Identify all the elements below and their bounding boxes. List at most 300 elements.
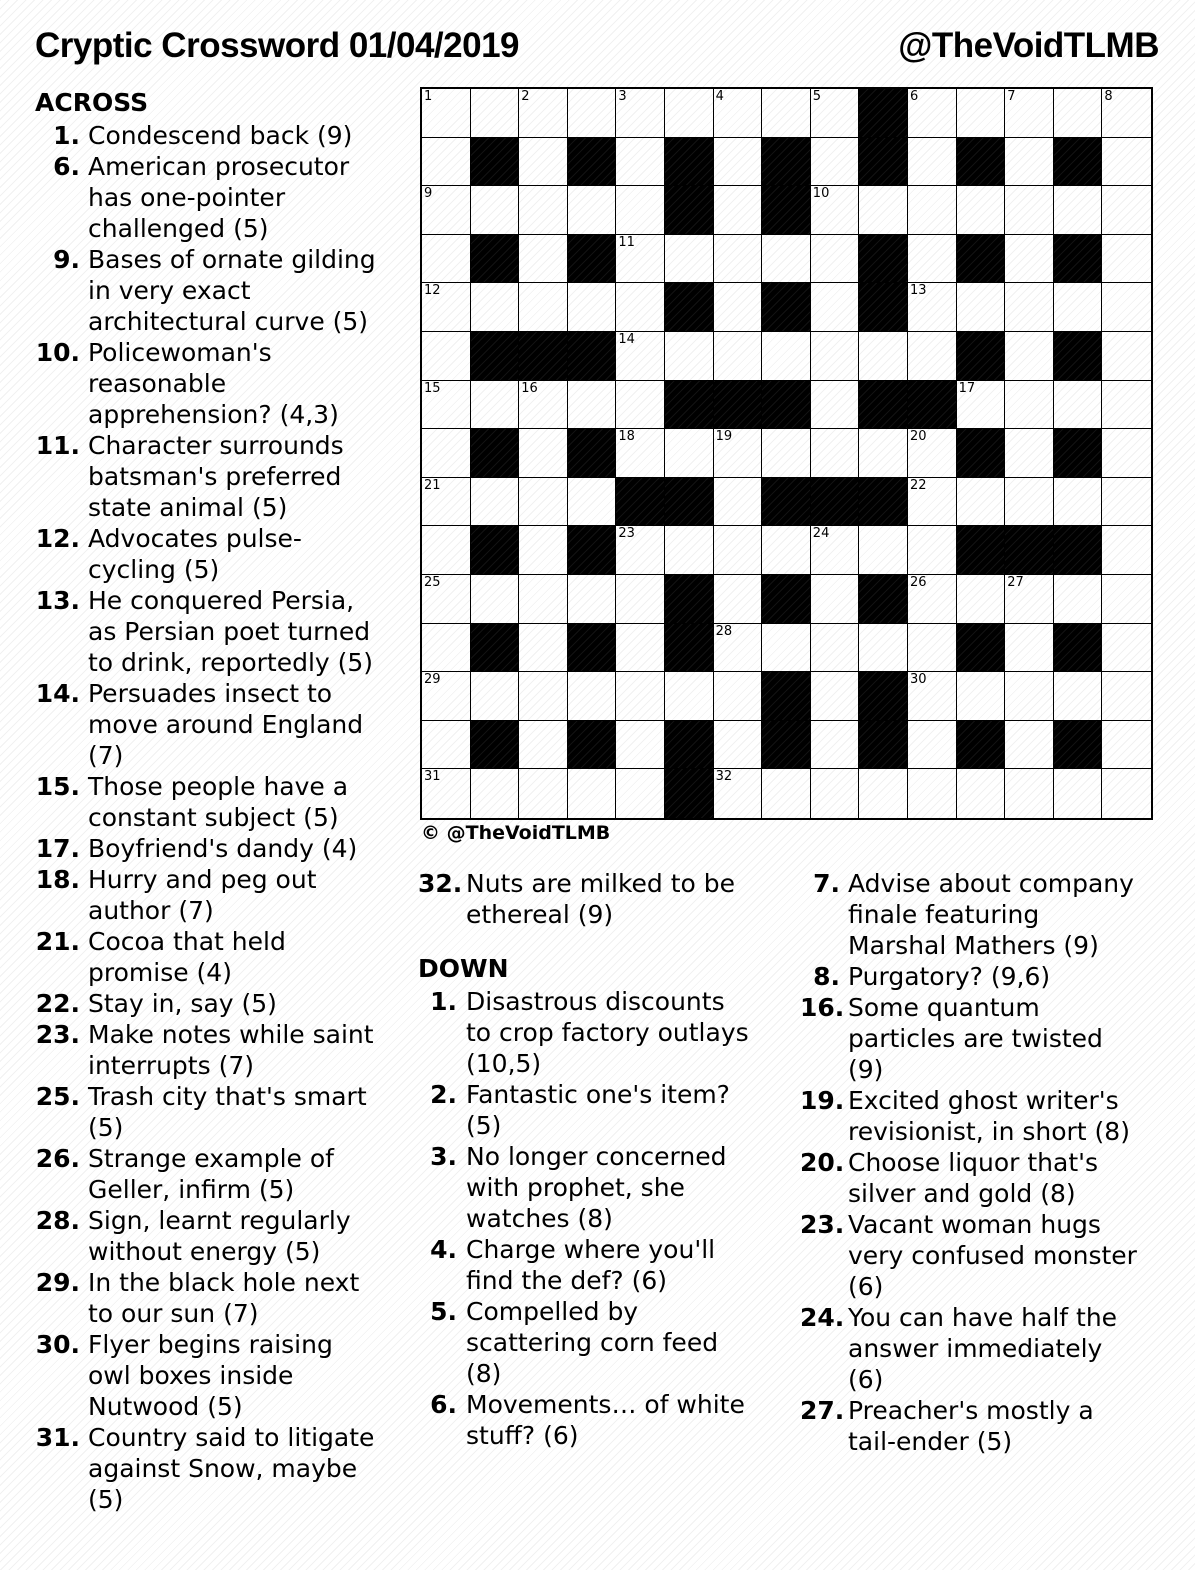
grid-cell[interactable] [859, 624, 908, 673]
grid-cell-black [1054, 138, 1103, 187]
clue-number: 12. [35, 524, 80, 553]
grid-cell-black [665, 575, 714, 624]
grid-cell[interactable] [957, 672, 1006, 721]
grid-cell[interactable] [859, 429, 908, 478]
grid-cell[interactable] [1005, 381, 1054, 430]
grid-cell[interactable] [616, 429, 665, 478]
grid-cell[interactable] [1102, 89, 1151, 138]
grid-cell[interactable] [1054, 769, 1103, 818]
grid-cell[interactable] [568, 381, 617, 430]
grid-cell[interactable] [714, 89, 763, 138]
clue-text: Boyfriend's dandy (4) [88, 834, 358, 863]
grid-cell[interactable] [471, 283, 520, 332]
clue-across-13 [35, 585, 383, 678]
grid-cell[interactable] [422, 478, 471, 527]
grid-cell[interactable] [519, 89, 568, 138]
grid-cell[interactable] [422, 769, 471, 818]
grid-cell[interactable] [957, 381, 1006, 430]
cell-number: 21 [424, 477, 441, 493]
grid-cell-black [568, 624, 617, 673]
grid-cell[interactable] [616, 381, 665, 430]
grid-cell[interactable] [1102, 186, 1151, 235]
grid-cell[interactable] [1005, 429, 1054, 478]
grid-cell[interactable] [519, 429, 568, 478]
author-handle: @TheVoidTLMB [898, 26, 1159, 65]
grid-cell[interactable] [762, 235, 811, 284]
grid-cell[interactable] [714, 332, 763, 381]
grid-cell[interactable] [616, 186, 665, 235]
clue-number: 9. [53, 245, 80, 274]
grid-cell[interactable] [714, 478, 763, 527]
clue-number: 30. [35, 1330, 80, 1359]
cell-number: 27 [1007, 574, 1024, 590]
cell-number: 3 [618, 89, 627, 104]
clue-down-3 [418, 1141, 756, 1234]
grid-cell[interactable] [568, 575, 617, 624]
grid-cell[interactable] [714, 429, 763, 478]
grid-cell[interactable] [1054, 283, 1103, 332]
grid-cell[interactable] [519, 186, 568, 235]
grid-cell-black [665, 138, 714, 187]
grid-cell[interactable] [422, 672, 471, 721]
grid-cell[interactable] [519, 769, 568, 818]
grid-cell[interactable] [519, 381, 568, 430]
grid-cell[interactable] [616, 721, 665, 770]
grid-cell-black [957, 235, 1006, 284]
clue-number: 10. [35, 338, 80, 367]
grid-cell[interactable] [1005, 575, 1054, 624]
cell-number: 29 [424, 672, 441, 688]
clue-text: No longer concerned with prophet, she watches (8) [466, 1142, 727, 1233]
grid-cell[interactable] [665, 89, 714, 138]
grid-cell[interactable] [616, 89, 665, 138]
grid-cell[interactable] [616, 332, 665, 381]
grid-cell[interactable] [859, 526, 908, 575]
grid-cell[interactable] [422, 624, 471, 673]
grid-cell[interactable] [811, 138, 860, 187]
grid-cell[interactable] [1054, 672, 1103, 721]
grid-cell[interactable] [811, 283, 860, 332]
grid-cell[interactable] [714, 575, 763, 624]
clue-number: 32. [418, 869, 463, 898]
cell-number: 5 [812, 89, 822, 104]
clue-number: 1. [53, 121, 80, 150]
grid-cell[interactable] [908, 478, 957, 527]
clue-text: Trash city that's smart (5) [88, 1082, 367, 1142]
grid-cell-black [762, 721, 811, 770]
grid-cell[interactable] [471, 478, 520, 527]
clue-across-9 [35, 244, 383, 337]
grid-cell[interactable] [908, 769, 957, 818]
clue-across-1 [35, 120, 383, 151]
cell-number: 32 [715, 769, 733, 785]
grid-cell-black [859, 89, 908, 138]
grid-cell-black [762, 283, 811, 332]
clue-down-4 [418, 1234, 756, 1296]
cell-number: 31 [424, 769, 441, 785]
grid-cell[interactable] [1102, 332, 1151, 381]
grid-cell[interactable] [811, 672, 860, 721]
copyright-notice: © @TheVoidTLMB [421, 822, 611, 844]
grid-cell[interactable] [908, 332, 957, 381]
grid-cell[interactable] [859, 332, 908, 381]
grid-cell[interactable] [859, 769, 908, 818]
across-clues-column [35, 86, 383, 1515]
grid-cell-black [519, 332, 568, 381]
clue-text: Charge where you'll find the def? (6) [466, 1235, 716, 1295]
grid-cell[interactable] [519, 672, 568, 721]
clue-across-30 [35, 1329, 383, 1422]
clue-number: 20. [800, 1148, 845, 1177]
grid-cell[interactable] [957, 186, 1006, 235]
grid-cell[interactable] [665, 332, 714, 381]
grid-cell[interactable] [811, 721, 860, 770]
grid-cell[interactable] [422, 526, 471, 575]
clue-down-8 [800, 961, 1140, 992]
grid-cell-black [859, 381, 908, 430]
grid-cell[interactable] [519, 575, 568, 624]
clue-text: Bases of ornate gilding in very exact architectural curve (5) [88, 245, 376, 336]
grid-cell[interactable] [422, 575, 471, 624]
clue-number: 25. [35, 1082, 80, 1111]
grid-cell[interactable] [762, 332, 811, 381]
clue-across-18 [35, 864, 383, 926]
grid-cell[interactable] [811, 624, 860, 673]
grid-cell[interactable] [1005, 186, 1054, 235]
clue-down-27 [800, 1395, 1140, 1457]
grid-cell[interactable] [714, 283, 763, 332]
grid-cell[interactable] [422, 235, 471, 284]
grid-cell[interactable] [908, 721, 957, 770]
cell-number: 10 [812, 186, 830, 202]
grid-cell[interactable] [811, 575, 860, 624]
grid-cell[interactable] [422, 89, 471, 138]
cell-number: 22 [909, 477, 927, 493]
grid-cell-black [568, 332, 617, 381]
grid-cell-black [957, 721, 1006, 770]
grid-cell[interactable] [1005, 721, 1054, 770]
grid-cell[interactable] [908, 283, 957, 332]
grid-cell[interactable] [1005, 283, 1054, 332]
grid-cell[interactable] [811, 89, 860, 138]
cell-number: 6 [909, 89, 919, 104]
grid-cell[interactable] [762, 624, 811, 673]
grid-cell-black [665, 721, 714, 770]
grid-cell[interactable] [811, 332, 860, 381]
grid-cell[interactable] [957, 478, 1006, 527]
clue-across-29 [35, 1267, 383, 1329]
grid-cell[interactable] [1102, 769, 1151, 818]
grid-cell[interactable] [519, 283, 568, 332]
clue-number: 4. [430, 1235, 457, 1264]
cell-number: 23 [618, 526, 635, 542]
grid-cell[interactable] [957, 769, 1006, 818]
clue-number: 5. [430, 1297, 457, 1326]
grid-cell[interactable] [616, 624, 665, 673]
grid-cell[interactable] [811, 381, 860, 430]
grid-cell-black [957, 624, 1006, 673]
grid-cell[interactable] [568, 769, 617, 818]
grid-cell[interactable] [1005, 235, 1054, 284]
grid-cell[interactable] [811, 429, 860, 478]
clue-text: Advise about company finale featuring Marshal Mathers (9) [848, 869, 1134, 960]
grid-cell-black [762, 186, 811, 235]
grid-cell[interactable] [519, 138, 568, 187]
grid-cell[interactable] [908, 575, 957, 624]
grid-cell[interactable] [519, 624, 568, 673]
grid-cell[interactable] [422, 138, 471, 187]
grid-cell[interactable] [1102, 478, 1151, 527]
grid-cell-black [665, 769, 714, 818]
page-title: Cryptic Crossword 01/04/2019 [35, 26, 520, 65]
grid-cell[interactable] [908, 526, 957, 575]
grid-cell[interactable] [908, 429, 957, 478]
grid-cell[interactable] [811, 769, 860, 818]
grid-cell[interactable] [1054, 381, 1103, 430]
grid-cell[interactable] [714, 526, 763, 575]
grid-cell[interactable] [1102, 381, 1151, 430]
grid-cell[interactable] [1054, 478, 1103, 527]
grid-cell-black [568, 235, 617, 284]
clue-across-14 [35, 678, 383, 771]
clue-text: Flyer begins raising owl boxes inside Nutwood (5) [88, 1330, 333, 1421]
cell-number: 30 [909, 672, 927, 688]
clue-down-1 [418, 986, 756, 1079]
cell-number: 13 [909, 283, 927, 299]
grid-cell-black [957, 429, 1006, 478]
grid-cell[interactable] [762, 89, 811, 138]
grid-cell[interactable] [908, 672, 957, 721]
grid-cell-black [957, 526, 1006, 575]
grid-cell[interactable] [519, 721, 568, 770]
grid-cell-black [762, 381, 811, 430]
clue-number: 2. [430, 1080, 457, 1109]
grid-cell[interactable] [1102, 624, 1151, 673]
grid-cell[interactable] [762, 429, 811, 478]
grid-cell-black [471, 526, 520, 575]
clue-down-23 [800, 1209, 1140, 1302]
clue-number: 16. [800, 993, 845, 1022]
grid-cell[interactable] [1005, 332, 1054, 381]
grid-cell-black [859, 721, 908, 770]
grid-cell[interactable] [1005, 769, 1054, 818]
grid-cell[interactable] [1102, 429, 1151, 478]
grid-cell[interactable] [665, 429, 714, 478]
grid-cell[interactable] [471, 672, 520, 721]
clue-across-25 [35, 1081, 383, 1143]
clue-text: Character surrounds batsman's preferred state animal (5) [88, 431, 344, 522]
cell-number: 12 [424, 283, 441, 299]
grid-cell-black [957, 332, 1006, 381]
grid-cell-black [859, 138, 908, 187]
clue-number: 3. [430, 1142, 457, 1171]
grid-cell[interactable] [568, 478, 617, 527]
grid-cell[interactable] [422, 429, 471, 478]
grid-cell[interactable] [1102, 721, 1151, 770]
grid-cell[interactable] [568, 672, 617, 721]
cell-number: 7 [1007, 89, 1016, 104]
grid-cell[interactable] [471, 186, 520, 235]
cell-number: 14 [618, 331, 635, 347]
grid-cell[interactable] [422, 186, 471, 235]
grid-cell[interactable] [1005, 138, 1054, 187]
grid-cell[interactable] [568, 186, 617, 235]
grid-cell[interactable] [471, 89, 520, 138]
clue-number: 6. [53, 152, 80, 181]
grid-cell[interactable] [568, 89, 617, 138]
clue-across-31 [35, 1422, 383, 1515]
grid-cell[interactable] [1102, 283, 1151, 332]
grid-cell[interactable] [714, 672, 763, 721]
grid-cell[interactable] [1102, 235, 1151, 284]
grid-cell-black [471, 721, 520, 770]
grid-cell[interactable] [908, 138, 957, 187]
clue-down-7 [800, 868, 1140, 961]
grid-cell[interactable] [908, 624, 957, 673]
grid-cell[interactable] [616, 138, 665, 187]
cell-number: 28 [715, 623, 733, 639]
grid-cell-black [957, 138, 1006, 187]
grid-cell[interactable] [1005, 624, 1054, 673]
clue-number: 8. [813, 962, 840, 991]
grid-cell[interactable] [1054, 89, 1103, 138]
grid-cell[interactable] [1005, 672, 1054, 721]
grid-cell-black [1005, 526, 1054, 575]
grid-cell[interactable] [908, 89, 957, 138]
grid-cell[interactable] [957, 575, 1006, 624]
clue-number: 17. [35, 834, 80, 863]
grid-cell-black [1054, 721, 1103, 770]
cell-number: 4 [715, 89, 724, 104]
grid-cell[interactable] [811, 526, 860, 575]
clue-text: Preacher's mostly a tail-ender (5) [848, 1396, 1094, 1456]
grid-cell[interactable] [471, 575, 520, 624]
grid-cell[interactable] [422, 381, 471, 430]
grid-cell-black [471, 624, 520, 673]
grid-cell[interactable] [957, 89, 1006, 138]
grid-cell-black [568, 138, 617, 187]
clue-number: 23. [35, 1020, 80, 1049]
clue-number: 11. [35, 431, 80, 460]
grid-cell[interactable] [811, 186, 860, 235]
down-continued-clue-list [800, 868, 1140, 1457]
grid-cell-black [471, 235, 520, 284]
grid-cell[interactable] [616, 235, 665, 284]
clue-text: Condescend back (9) [88, 121, 353, 150]
across-heading: ACROSS [35, 88, 149, 117]
grid-cell-black [762, 478, 811, 527]
clue-text: Those people have a constant subject (5) [88, 772, 349, 832]
clue-text: Make notes while saint interrupts (7) [88, 1020, 374, 1080]
grid-cell[interactable] [616, 575, 665, 624]
grid-cell[interactable] [568, 283, 617, 332]
clue-number: 7. [813, 869, 840, 898]
grid-cell[interactable] [714, 769, 763, 818]
grid-cell[interactable] [665, 672, 714, 721]
clue-text: Persuades insect to move around England (7) [88, 679, 364, 770]
across-clue-list [35, 120, 383, 1515]
clue-text: Some quantum particles are twisted (9) [848, 993, 1103, 1084]
clue-text: Hurry and peg out author (7) [88, 865, 317, 925]
grid-cell[interactable] [519, 478, 568, 527]
grid-cell-black [859, 478, 908, 527]
cell-number: 8 [1104, 89, 1113, 104]
cell-number: 18 [618, 429, 635, 445]
grid-cell[interactable] [908, 235, 957, 284]
grid-cell[interactable] [616, 672, 665, 721]
grid-cell[interactable] [811, 235, 860, 284]
grid-cell[interactable] [471, 769, 520, 818]
grid-cell-black [665, 478, 714, 527]
grid-cell[interactable] [616, 769, 665, 818]
grid-cell[interactable] [616, 526, 665, 575]
grid-cell[interactable] [714, 186, 763, 235]
clue-number: 14. [35, 679, 80, 708]
grid-cell[interactable] [714, 138, 763, 187]
grid-cell[interactable] [1102, 138, 1151, 187]
grid-cell[interactable] [616, 283, 665, 332]
clue-number: 21. [35, 927, 80, 956]
cell-number: 15 [424, 380, 441, 396]
clue-text: He conquered Persia, as Persian poet turned to drink, reportedly (5) [88, 586, 374, 677]
grid-cell[interactable] [519, 526, 568, 575]
clue-text: Stay in, say (5) [88, 989, 277, 1018]
grid-cell[interactable] [714, 721, 763, 770]
grid-cell-black [859, 283, 908, 332]
grid-cell[interactable] [714, 624, 763, 673]
grid-cell[interactable] [1054, 186, 1103, 235]
clue-down-16 [800, 992, 1140, 1085]
grid-cell-black [471, 429, 520, 478]
grid-cell-black [762, 575, 811, 624]
grid-cell-black [762, 672, 811, 721]
grid-cell[interactable] [1005, 478, 1054, 527]
grid-cell[interactable] [471, 381, 520, 430]
cell-number: 16 [521, 380, 538, 396]
clue-across-12 [35, 523, 383, 585]
grid-cell[interactable] [859, 186, 908, 235]
grid-cell[interactable] [1054, 575, 1103, 624]
clue-text: Purgatory? (9,6) [848, 962, 1051, 991]
grid-cell[interactable] [1102, 575, 1151, 624]
grid-cell[interactable] [908, 186, 957, 235]
grid-cell[interactable] [519, 235, 568, 284]
grid-cell[interactable] [957, 283, 1006, 332]
clue-text: In the black hole next to our sun (7) [88, 1268, 360, 1328]
down-clue-list [418, 986, 756, 1451]
clue-across-23 [35, 1019, 383, 1081]
down-clues-column-left [418, 868, 756, 1451]
grid-cell[interactable] [762, 526, 811, 575]
grid-cell-black [471, 332, 520, 381]
grid-cell[interactable] [422, 283, 471, 332]
grid-cell[interactable] [665, 235, 714, 284]
grid-cell[interactable] [422, 332, 471, 381]
grid-cell-black [762, 138, 811, 187]
grid-cell[interactable] [1102, 526, 1151, 575]
clue-text: American prosecutor has one-pointer challenged (5) [88, 152, 350, 243]
grid-cell[interactable] [714, 235, 763, 284]
clue-down-19 [800, 1085, 1140, 1147]
grid-cell[interactable] [762, 769, 811, 818]
grid-cell[interactable] [422, 721, 471, 770]
grid-cell[interactable] [1102, 672, 1151, 721]
clue-text: Vacant woman hugs very confused monster (6) [848, 1210, 1137, 1301]
down-heading: DOWN [418, 954, 509, 983]
clue-across-28 [35, 1205, 383, 1267]
grid-cell[interactable] [665, 526, 714, 575]
grid-cell[interactable] [1005, 89, 1054, 138]
